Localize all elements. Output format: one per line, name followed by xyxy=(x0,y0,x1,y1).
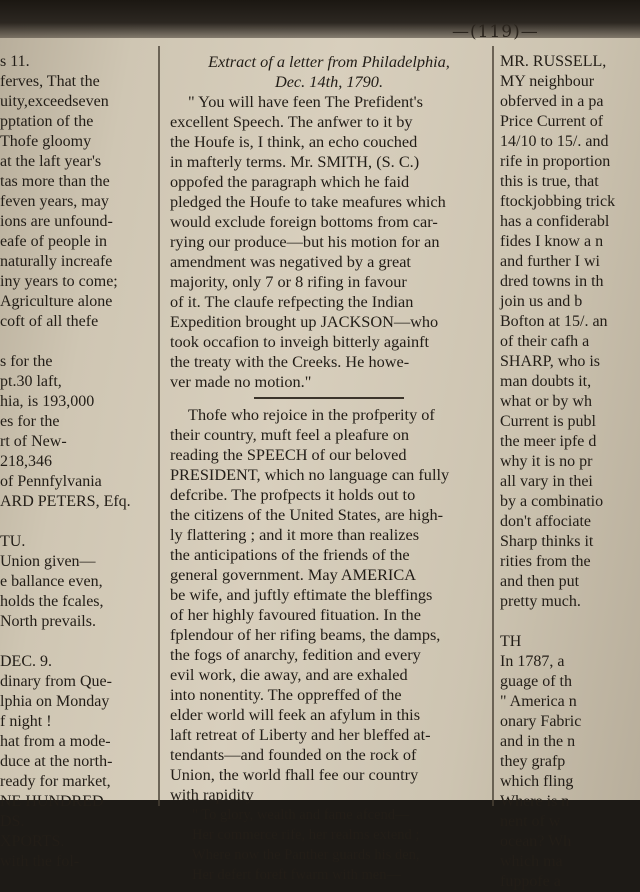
text-line: lphia on Monday xyxy=(0,693,110,710)
text-line: Union given— xyxy=(0,553,96,570)
text-line: which ma xyxy=(500,853,563,870)
text-line: reading the SPEECH of our beloved xyxy=(170,445,407,464)
text-line: s for the xyxy=(0,353,53,370)
text-line: took occafion to inveigh bitterly againft xyxy=(170,332,430,351)
text-line: ready for market, xyxy=(0,773,111,790)
text-line: don't affociate xyxy=(500,513,591,530)
text-line: evil work, die away, and are exhaled xyxy=(170,665,408,684)
text-line: would exclude foreign bottoms from car- xyxy=(170,212,438,231)
text-line: with rapidity xyxy=(170,785,254,804)
text-line: rying our produce—but his motion for an xyxy=(170,232,440,251)
left-column xyxy=(0,52,150,872)
text-line: Her defert foreft fwarm with men— xyxy=(192,867,401,883)
text-line xyxy=(0,332,150,352)
text-line: the meer ipfe d xyxy=(500,433,597,450)
text-line: general government. May AMERICA xyxy=(170,565,416,584)
text-line: Union, the world fhall fee our country xyxy=(170,765,419,784)
text-line: and further I wi xyxy=(500,253,600,270)
text-line xyxy=(0,512,150,532)
text-line: Price Current of xyxy=(500,113,604,130)
text-line: the citizens of the United States, are high- xyxy=(170,505,444,524)
text-line: duce at the north- xyxy=(0,753,113,770)
text-line: by a combinatio xyxy=(500,493,604,510)
text-line: ly flattering ; and it more than realizes xyxy=(170,525,420,544)
text-line: Her commerce rife, her realms extend ; xyxy=(192,827,420,843)
text-line: which fling xyxy=(500,773,574,790)
text-line: holds the fcales, xyxy=(0,593,104,610)
text-line: and in the n xyxy=(500,733,576,750)
text-line: eafe of people in xyxy=(0,233,108,250)
text-line: Thofe who rejoice in the profperity of xyxy=(188,405,435,424)
scan-top-shadow xyxy=(0,0,640,38)
text-line: into nonentity. The oppreffed of the xyxy=(170,685,402,704)
text-line: they grafp xyxy=(500,753,566,770)
text-line: " To glory, wealth and fame afcend— xyxy=(192,807,410,823)
text-line: defcribe. The profpects it holds out to xyxy=(170,485,416,504)
text-line: XPORTS. xyxy=(0,833,65,850)
text-line: amendment was negatived by a great xyxy=(170,252,411,271)
text-line: be wife, and juftly eftimate the bleffings xyxy=(170,585,433,604)
text-line: MY neighbour xyxy=(500,73,595,90)
text-line: dinary from Que- xyxy=(0,673,112,690)
text-line: 14/10 to 15/. and xyxy=(500,133,609,150)
text-line: of their cafh a xyxy=(500,333,590,350)
text-line: with the fol- xyxy=(0,853,80,870)
text-line: ions are unfound- xyxy=(0,213,113,230)
text-line: coft of all thefe xyxy=(0,313,99,330)
text-line: dred towns in th xyxy=(500,273,604,290)
text-line: In 1787, a xyxy=(500,653,565,670)
text-line: of it. The claufe refpecting the Indian xyxy=(170,292,414,311)
text-line xyxy=(500,612,640,632)
text-line: fplendour of her rifing beams, the damps, xyxy=(170,625,441,644)
text-line: hat from a mode- xyxy=(0,733,111,750)
text-line: rt of New- xyxy=(0,433,67,450)
column-rule-left xyxy=(158,46,160,806)
text-line: North prevails. xyxy=(0,613,96,630)
middle-column xyxy=(170,52,488,885)
poem-quote xyxy=(170,805,488,885)
text-line: " America n xyxy=(500,693,577,710)
text-line: Expedition brought up JACKSON—who xyxy=(170,312,439,331)
text-line: Thofe gloomy xyxy=(0,133,92,150)
text-line: 218,346 xyxy=(0,453,52,470)
text-line: s 11. xyxy=(0,53,30,70)
page-number: —(119)— xyxy=(452,22,539,42)
text-line: SHARP, who is xyxy=(500,353,601,370)
text-line: e ballance even, xyxy=(0,573,103,590)
text-line: Current is publ xyxy=(500,413,596,430)
text-line: ver made no motion." xyxy=(170,372,312,391)
text-line: oppofed the paragraph which he faid xyxy=(170,172,410,191)
letter-date: Dec. 14th, 1790. xyxy=(274,72,384,91)
text-line: guage of th xyxy=(500,673,572,690)
text-line: ferves, That the xyxy=(0,73,100,90)
essay-body xyxy=(170,405,488,805)
text-line: TH xyxy=(500,633,522,650)
text-line: their country, muft feel a pleafure on xyxy=(170,425,409,444)
text-line: f night ! xyxy=(0,713,52,730)
text-line: PRESIDENT, which no language can fully xyxy=(170,465,450,484)
text-line: the fogs of anarchy, fedition and every xyxy=(170,645,421,664)
text-line: fides I know a n xyxy=(500,233,604,250)
text-line: Where now the Panther guards his den, xyxy=(192,847,420,863)
text-line: at the laft year's xyxy=(0,153,102,170)
text-line: uity,exceedseven xyxy=(0,93,109,110)
text-line: why it is no pr xyxy=(500,453,593,470)
text-line: excellent Speech. The anfwer to it by xyxy=(170,112,413,131)
text-line: es for the xyxy=(0,413,60,430)
text-line: join us and b xyxy=(500,293,583,310)
text-line: man doubts it, xyxy=(500,373,592,390)
text-line: rities from the xyxy=(500,553,591,570)
text-line: and then put xyxy=(500,573,580,590)
text-line: " You will have feen The Prefident's xyxy=(188,92,423,111)
text-line: this is true, that xyxy=(500,173,599,190)
text-line: tendants—and founded on the rock of xyxy=(170,745,417,764)
text-line: pt.30 laft, xyxy=(0,373,62,390)
letter-heading: Extract of a letter from Philadelphia, xyxy=(208,52,450,71)
text-line: the treaty with the Creeks. He howe- xyxy=(170,352,410,371)
text-line: of her highly favoured fituation. In the xyxy=(170,605,421,624)
text-line: what or by wh xyxy=(500,393,592,410)
text-line: has a confiderabl xyxy=(500,213,610,230)
text-line: TU. xyxy=(0,533,26,550)
text-line: naturally increafe xyxy=(0,253,113,270)
text-line: the Houfe is, I think, an echo couched xyxy=(170,132,418,151)
text-line: in mafterly terms. Mr. SMITH, (S. C.) xyxy=(170,152,420,171)
text-line: pretty much. xyxy=(500,593,581,610)
text-line: elder world will feek an afylum in this xyxy=(170,705,421,724)
text-line: hia, is 193,000 xyxy=(0,393,95,410)
text-line: onary Fabric xyxy=(500,713,582,730)
text-line: Agriculture alone xyxy=(0,293,113,310)
text-line: ARD PETERS, Efq. xyxy=(0,493,131,510)
text-line: Where is n xyxy=(500,793,570,810)
text-line: tas more than the xyxy=(0,173,110,190)
text-line: of Pennfylvania xyxy=(0,473,102,490)
text-line: ftockjobbing trick xyxy=(500,193,616,210)
right-column xyxy=(500,52,640,892)
text-line: DS. xyxy=(0,813,25,830)
text-line: the anticipations of the friends of the xyxy=(170,545,410,564)
text-line: NE HUNDRED xyxy=(0,793,104,810)
text-line: nent of w xyxy=(500,813,561,830)
text-line: pptation of the xyxy=(0,113,94,130)
text-line: DEC. 9. xyxy=(0,653,52,670)
text-line: all vary in thei xyxy=(500,473,593,490)
text-line: Sharp thinks it xyxy=(500,533,594,550)
text-line: obferved in a pa xyxy=(500,93,604,110)
text-line: majority, only 7 or 8 rifing in favour xyxy=(170,272,407,291)
text-line: pledged the Houfe to take meafures which xyxy=(170,192,446,211)
text-line: rife in proportion xyxy=(500,153,611,170)
text-line: feven years, may xyxy=(0,193,109,210)
text-line: laft retreat of Liberty and her bleffed at- xyxy=(170,725,431,744)
section-divider xyxy=(254,397,404,399)
text-line: fuppofe a xyxy=(500,873,561,890)
text-line: iny years to come; xyxy=(0,273,118,290)
text-line: ocean? Wh xyxy=(500,833,572,850)
column-rule-right xyxy=(492,46,494,806)
text-line: MR. RUSSELL, xyxy=(500,53,607,70)
text-line: Bofton at 15/. an xyxy=(500,313,608,330)
letter-body xyxy=(170,92,488,392)
text-line xyxy=(0,632,150,652)
